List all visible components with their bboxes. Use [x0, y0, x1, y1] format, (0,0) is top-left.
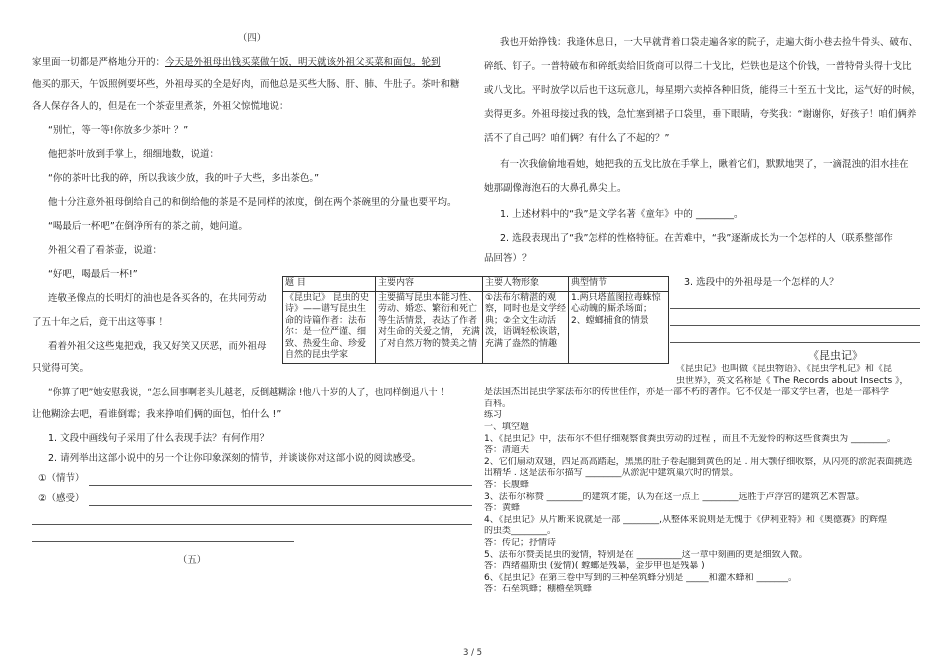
section-5-title: （五） — [177, 555, 207, 566]
answer-feel-label: ②（感受） — [38, 493, 85, 504]
dialogue-line: “你的茶叶比我的碎，所以我该少放，我的叶子大些，多出茶色。” — [48, 173, 320, 184]
paragraph-line: 看着外祖父这些鬼把戏，我又好笑又厌恶，而外祖母 — [48, 341, 267, 352]
question-1: 1. 文段中画线句子采用了什么表现手法？有何作用？ — [48, 433, 270, 444]
paragraph-line: 连敬圣像点的长明灯的油也是各买各的，在共同劳动 — [48, 293, 267, 304]
answer-blank-line[interactable] — [670, 311, 920, 326]
paragraph-line: 只觉得可笑。 — [32, 363, 90, 374]
exercise-3: 3、法布尔称赞 ________的建筑才能，认为在这一点上 ________远胜于卢浮宫的建筑艺术智慧。 — [484, 491, 865, 502]
dialogue-line: “你算了吧”她安慰我说，“怎么回事啊老头儿越老，反倒越糊涂 !他八十岁的人了，也同样倒退八十 ！ — [48, 388, 450, 398]
paragraph-line: 我也开始挣钱：我逢休息日，一大早就背着口袋走遍各家的院子，走遍大街小巷去捡牛骨头、破布、 — [500, 37, 919, 48]
paragraph-line — [32, 56, 472, 70]
paragraph-line: 了五十年之后，竟干出这等事 ！ — [32, 317, 169, 328]
question-2: 2. 选段表现出了“我”怎样的性格特征。在苦难中，“我”逐渐成长为一个怎样的人（联系整部作 — [500, 233, 893, 244]
paragraph-line: 她那副像海泡石的大鼻孔鼻尖上。 — [484, 183, 627, 194]
exercise-2-continued: 出精华 . 这是法布尔描写 ________从淤泥中建筑巢穴时的情景。 — [484, 468, 739, 479]
dialogue-line: “别忙，等一等!你放多少茶叶 ？” — [48, 125, 189, 136]
paragraph-line: 他买的那天，午饭照例要坏些，外祖母买的全是好肉，而他总是买些大肠、肝、肺、牛肚子。茶叶和糖 — [32, 79, 460, 90]
table-header-cell: 典型情节 — [569, 277, 669, 292]
paragraph-line: 百科。 — [484, 398, 512, 409]
question-2-continued: 品回答）？ — [484, 253, 532, 264]
dialogue-line: “好吧，喝最后一杯!” — [48, 269, 138, 280]
fill-blank-heading: 一、填空题 — [484, 421, 530, 432]
table-cell-characters: ①法布尔精湛的观察，同时也是文学经典；②全文生动活泼，语调轻松诙谐，充满了盎然的情趣 — [483, 291, 569, 363]
paragraph-line: 他把茶叶放到手掌上，细细地数，说道： — [48, 149, 220, 160]
paragraph-line: 虫世界》，英文名称是《 The Records about Insects 》， — [676, 375, 909, 386]
table-cell-plot: 1.两只塔蓝图拉毒蛛惊心动魄的厮杀场面；2、螳螂捕食的情景 — [569, 291, 669, 363]
page-number: 3 / 5 — [463, 648, 483, 658]
underlined-sentence: 今天是外祖母出钱买菜做午饭，明天就该外祖父买菜和面包。轮到 — [165, 57, 441, 68]
table-header-cell: 主要人物形象 — [483, 277, 569, 292]
paragraph-line: 各人保存各人的，但是在一个茶壶里煮茶，外祖父惊慌地说： — [32, 101, 289, 112]
table-header-cell: 主要内容 — [376, 277, 483, 292]
answer-1: 答：清道夫 — [484, 445, 530, 456]
paragraph-line: 或八戈比。平时放学以后也干这玩意儿，每星期六卖掉各种旧货，能得三十至五十戈比，运气好的时候， — [484, 85, 922, 96]
text-span: 家里面一切都是严格地分开的： — [32, 57, 166, 68]
exercise-5: 5、法布尔赞美昆虫的爱情，特别是在 __________这一章中刻画的更是细致入微。 — [484, 549, 808, 560]
kunchongji-section — [484, 364, 934, 596]
answer-2: 答：长腹蜂 — [484, 479, 530, 490]
answer-blank-line[interactable] — [670, 328, 920, 343]
right-column — [484, 36, 924, 343]
table-header-cell: 题 目 — [283, 277, 376, 292]
dialogue-line: 让他糊涂去吧，看谁倒霉；我来挣咱们俩的面包，怕什么 !” — [32, 409, 282, 420]
kunchongji-heading: 《昆虫记》 — [808, 349, 863, 362]
paragraph-line: 有一次我偷偷地看她，她把我的五戈比放在手掌上，瞅着它们，默默地哭了，一滴混浊的泪水挂在 — [500, 159, 909, 170]
answer-6: 答：石垒筑蜂；棚檐垒筑蜂 — [484, 584, 593, 595]
practice-heading: 练习 — [484, 410, 503, 421]
paragraph-line: 卖得更多。外祖母接过我的钱，急忙塞到裙子口袋里，垂下眼睛，夸奖我：“谢谢你，好孩子！咱们俩养 — [484, 109, 917, 120]
answer-feel-blank[interactable] — [89, 493, 472, 506]
answer-blank-line[interactable] — [670, 294, 920, 309]
paragraph-line: 外祖父看了看茶壶，说道： — [48, 245, 163, 256]
answer-3: 答：黄蜂 — [484, 503, 521, 514]
exercise-2: 2、它们扇动双翅，四足高高踏起，黑黑的肚子卷起腿到黄色的足 . 用大颚仔细收察，从闪亮的淤泥表面挑选 — [484, 456, 913, 467]
question-1: 1. 上述材料中的“我”是文学名著《童年》中的 ________。 — [500, 209, 744, 220]
answer-plot-label: ①（情节） — [38, 473, 85, 484]
exercise-1: 1、《昆虫记》中，法布尔不但仔细观察食粪虫劳动的过程 ，而且不无爱怜的称这些食粪虫为 ________。 — [484, 433, 896, 444]
exercise-4: 4、《昆虫记》从片断来说就是一部 ________,从整体来说则是无愧于《伊利亚特》和《奥德赛》的辉煌 — [484, 514, 887, 525]
paragraph-line: 《昆虫记》也叫做《昆虫物语》、《昆虫学札记》和《昆 — [676, 364, 893, 374]
answer-blank-line[interactable] — [32, 527, 294, 542]
paragraph-line: 他十分注意外祖母倒给自己的和倒给他的茶是不是同样的浓度，倒在两个茶碗里的分量也要平均。 — [48, 197, 457, 208]
paragraph-line: 碎纸、钉子。一普特破布和碎纸卖给旧货商可以得二十戈比，烂铁也是这个价钱，一普特骨头得十戈比 — [484, 61, 912, 72]
answer-4: 答：传记；抒情诗 — [484, 537, 557, 548]
exercise-4-continued: 的虫类________。 — [484, 526, 557, 537]
answer-blank-line[interactable] — [32, 510, 472, 525]
section-4-title: （四） — [237, 33, 267, 44]
dialogue-line: “喝最后一杯吧”在倒净所有的茶之前，她问道。 — [48, 221, 248, 232]
question-3: 3. 选段中的外祖母是一个怎样的人？ — [684, 277, 839, 288]
answer-feel-row — [32, 492, 472, 506]
exercise-6: 6、《昆虫记》在第三卷中写到的三种垒筑蜂分别是 _____和灌木蜂和 _______。 — [484, 572, 797, 583]
paragraph-line: 活不了自己吗？咱们俩？有什么了不起的？” — [484, 133, 670, 144]
answer-plot-blank[interactable] — [89, 473, 472, 486]
question-2: 2. 请列举出这部小说中的另一个让你印象深刻的情节，并谈谈你对这部小说的阅读感受。 — [48, 453, 422, 464]
paragraph-line: 是法国杰出昆虫学家法布尔的传世佳作，亦是一部不朽的著作。它不仅是一部文学巨著，也是一部科学 — [484, 387, 890, 398]
table-cell-content: 主要描写昆虫本能习性、劳动、婚恋、繁衍和死亡等生活情景，表达了作者对生命的关爱之情， 充满了对自然万物的赞美之情 — [376, 291, 483, 363]
answer-5: 答：西绪福斯虫 (爱情)( 螳螂是残暴，金步甲也是残暴 ) — [484, 561, 705, 572]
table-cell-title: 《昆虫记》 昆虫的史诗》——谱写昆虫生命的诗篇作者：法布尔：是一位严谨、细致、热爱生命、珍爱自然的昆虫学家 — [283, 291, 376, 363]
answer-plot-row — [32, 472, 472, 486]
